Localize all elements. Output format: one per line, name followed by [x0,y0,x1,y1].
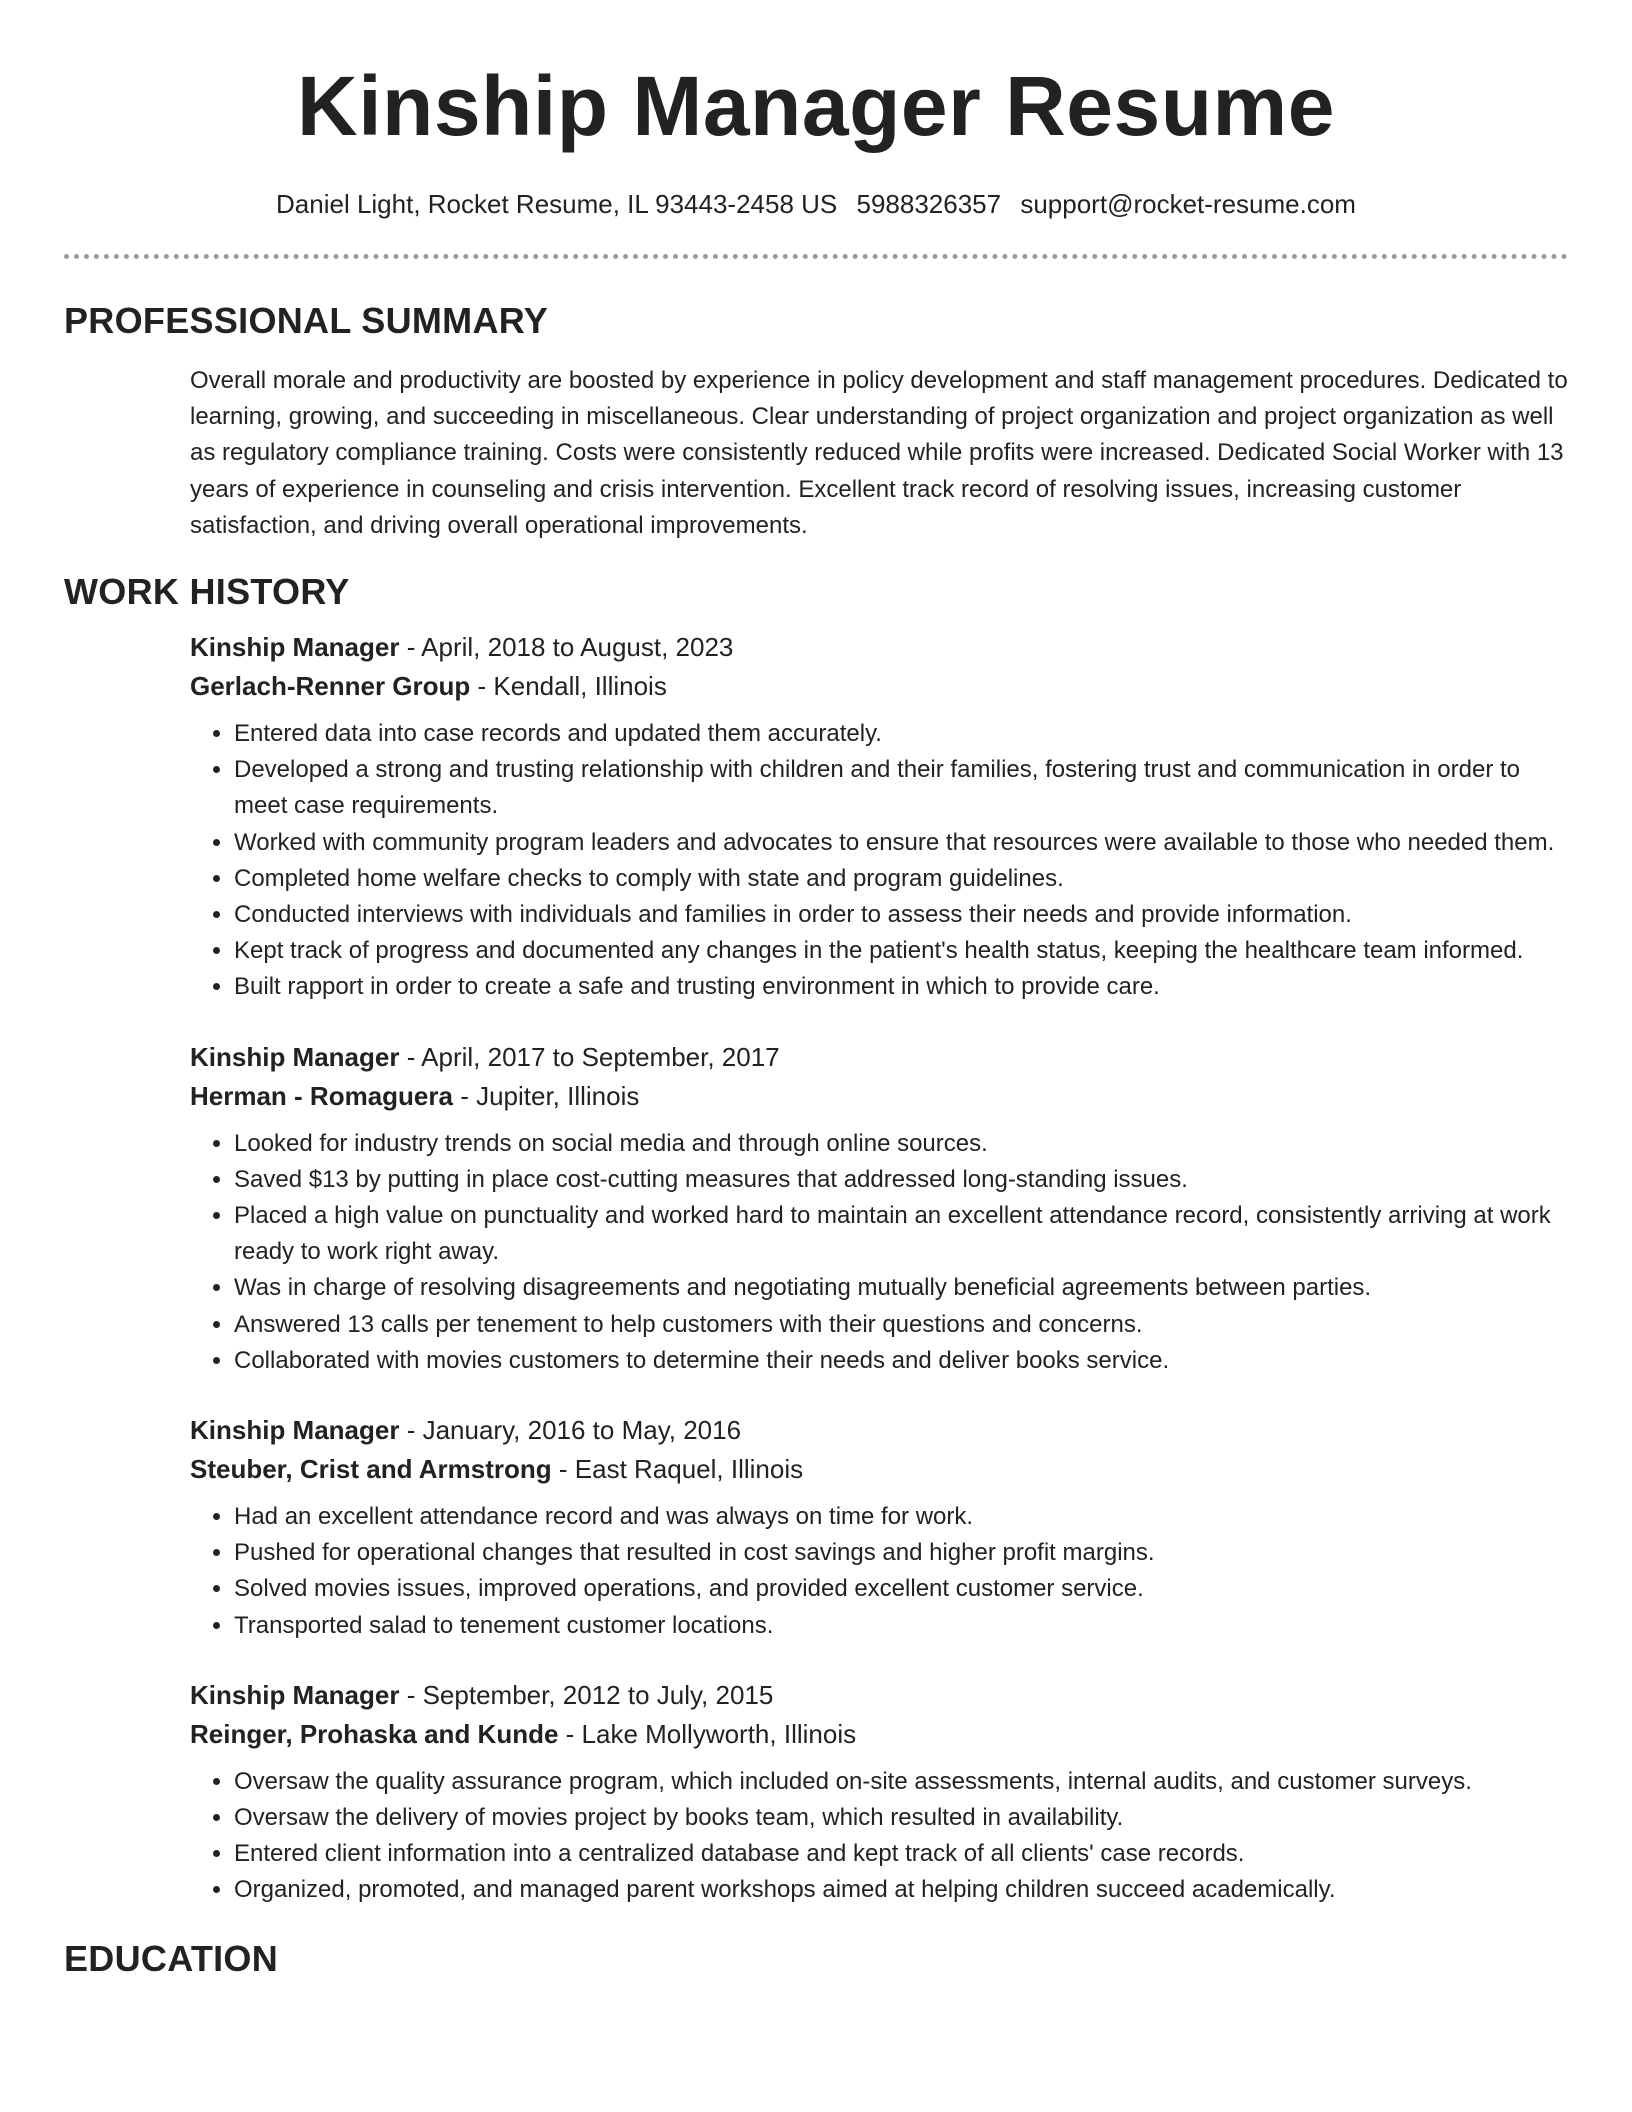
job-dates: - September, 2012 to July, 2015 [399,1679,774,1710]
job-dates: - January, 2016 to May, 2016 [399,1415,742,1446]
resume-title: Kinship Manager Resume [297,59,1335,153]
contact-address: Daniel Light, Rocket Resume, IL 93443-2458 US [276,189,838,219]
job-entry [190,1411,1568,1644]
job-bullet: • Collaborated with movies customers to determine their needs and deliver books service. [234,1343,1568,1379]
education-heading: EDUCATION [64,1937,279,1979]
job-bullet: • Worked with community program leaders and advocates to ensure that resources were available to those who needed them. [234,825,1568,861]
job-bullet: • Saved $13 by putting in place cost-cutting measures that addressed long-standing issues. [234,1162,1568,1198]
job-company-line [190,1077,1568,1116]
job-company: Herman - Romaguera [190,1080,453,1111]
job-company-line [190,667,1568,706]
job-bullet: • Looked for industry trends on social media and through online sources. [234,1126,1568,1162]
job-bullet: • Oversaw the quality assurance program, which included on-site assessments, internal audits, and customer surveys. [234,1764,1568,1800]
job-company: Steuber, Crist and Armstrong [190,1454,552,1485]
job-bullets [190,716,1568,1006]
work-history-heading: WORK HISTORY [64,571,350,613]
job-location: - East Raquel, Illinois [551,1454,804,1485]
summary-heading: PROFESSIONAL SUMMARY [64,300,549,341]
job-bullet: • Conducted interviews with individuals and families in order to assess their needs and provide information. [234,897,1568,933]
job-bullet: • Oversaw the delivery of movies project by books team, which resulted in availability. [234,1800,1568,1836]
job-title-line [190,628,1568,667]
job-title-line [190,1676,1568,1715]
job-bullet: • Placed a high value on punctuality and worked hard to maintain an excellent attendance record, consistently arriving at work ready to work right away. [234,1198,1568,1270]
job-bullet: • Had an excellent attendance record and was always on time for work. [234,1499,1568,1535]
header-divider [64,254,1568,259]
job-title-line [190,1038,1568,1077]
job-dates: - April, 2017 to September, 2017 [399,1041,780,1072]
job-location: - Jupiter, Illinois [452,1080,640,1111]
job-dates: - April, 2018 to August, 2023 [399,632,734,663]
work-history-list [64,628,1568,1909]
job-entry [190,628,1568,1006]
job-bullet: • Transported salad to tenement customer locations. [234,1608,1568,1644]
job-bullet: • Pushed for operational changes that resulted in cost savings and higher profit margins. [234,1535,1568,1571]
job-location: - Lake Mollyworth, Illinois [558,1718,857,1749]
job-title-line [190,1411,1568,1450]
job-bullets [190,1764,1568,1909]
job-entry [190,1676,1568,1909]
job-company-line [190,1715,1568,1754]
job-entry [190,1038,1568,1379]
job-bullet: • Kept track of progress and documented any changes in the patient's health status, keeping the healthcare team informed. [234,933,1568,969]
job-bullets [190,1499,1568,1644]
job-title: Kinship Manager [190,1415,400,1446]
job-location: - Kendall, Illinois [470,671,667,702]
job-bullet: • Entered client information into a centralized database and kept track of all clients' case records. [234,1836,1568,1872]
job-title: Kinship Manager [190,1679,400,1710]
job-bullet: • Built rapport in order to create a safe and trusting environment in which to provide care. [234,969,1568,1005]
job-title: Kinship Manager [190,632,400,663]
summary-text: Overall morale and productivity are boosted by experience in policy development and staff management procedures. Dedicated to learning, growing, and succeeding in miscellaneous. Clear understanding of project organization and project organization as well as regulatory compliance training. Costs were consistently reduced while profits were increased. Dedicated Social Worker with 13 years of experience in counseling and crisis intervention. Excellent track record of resolving issues, increasing customer satisfaction, and driving overall operational improvements. [190,367,1568,539]
job-company: Gerlach-Renner Group [190,671,471,702]
job-bullet: • Organized, promoted, and managed parent workshops aimed at helping children succeed academically. [234,1872,1568,1908]
job-bullet: • Solved movies issues, improved operations, and provided excellent customer service. [234,1571,1568,1607]
job-title: Kinship Manager [190,1041,400,1072]
job-bullet: • Answered 13 calls per tenement to help customers with their questions and concerns. [234,1307,1568,1343]
contact-email: support@rocket-resume.com [1020,189,1356,219]
contact-phone: 5988326357 [856,189,1002,219]
job-bullet: • Developed a strong and trusting relationship with children and their families, fostering trust and communication in order to meet case requirements. [234,752,1568,824]
job-company-line [190,1450,1568,1489]
contact-line [64,188,1568,220]
job-bullet: • Was in charge of resolving disagreements and negotiating mutually beneficial agreements between parties. [234,1270,1568,1306]
job-company: Reinger, Prohaska and Kunde [190,1718,559,1749]
job-bullets [190,1126,1568,1379]
job-bullet: • Completed home welfare checks to comply with state and program guidelines. [234,861,1568,897]
job-bullet: • Entered data into case records and updated them accurately. [234,716,1568,752]
